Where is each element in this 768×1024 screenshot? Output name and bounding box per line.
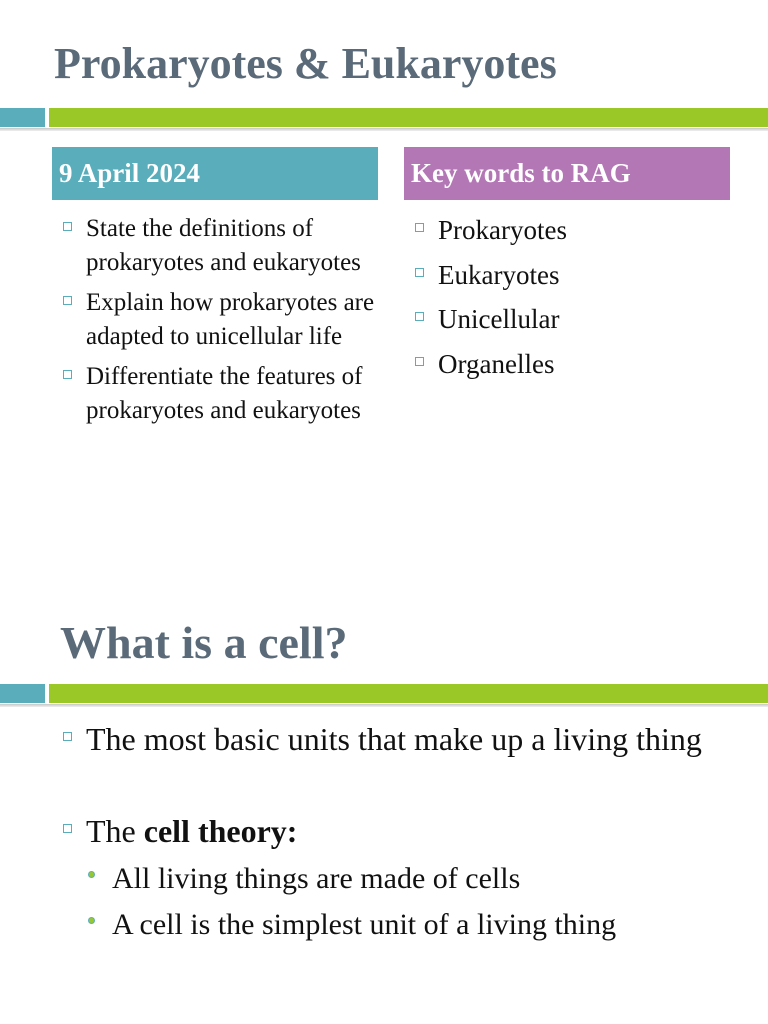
slide-title: What is a cell?: [60, 617, 348, 668]
title-divider: [0, 682, 768, 708]
keywords-header: Key words to RAG: [404, 147, 730, 200]
title-divider: [0, 106, 768, 132]
objectives-list: [60, 212, 380, 434]
slide-what-is-a-cell: [0, 590, 768, 1024]
divider-green-bar: [49, 108, 768, 127]
slide-title: Prokaryotes & Eukaryotes: [54, 39, 557, 88]
list-item: State the definitions of prokaryotes and eukaryotes: [60, 212, 380, 280]
divider-teal-block: [0, 108, 45, 127]
list-item: Eukaryotes: [412, 257, 732, 293]
sub-list-item: All living things are made of cells: [86, 856, 760, 902]
cell-bullets: [60, 718, 760, 948]
list-item: Organelles: [412, 346, 732, 382]
divider-green-bar: [49, 684, 768, 703]
list-item: Unicellular: [412, 301, 732, 337]
cell-theory-bold: cell theory:: [143, 813, 298, 849]
date-header: 9 April 2024: [52, 147, 378, 200]
divider-shadow: [0, 128, 768, 131]
list-item: [60, 810, 760, 948]
list-item: Prokaryotes: [412, 212, 732, 248]
divider-teal-block: [0, 684, 45, 703]
sub-list-item: A cell is the simplest unit of a living thing: [86, 902, 760, 948]
divider-shadow: [0, 704, 768, 707]
cell-theory-prefix: The: [86, 813, 144, 849]
list-item: Explain how prokaryotes are adapted to unicellular life: [60, 286, 380, 354]
list-item: Differentiate the features of prokaryotes and eukaryotes: [60, 360, 380, 428]
keywords-list: [412, 212, 732, 390]
cell-theory-sub-list: [86, 856, 760, 948]
list-item: The most basic units that make up a living thing: [60, 718, 760, 760]
